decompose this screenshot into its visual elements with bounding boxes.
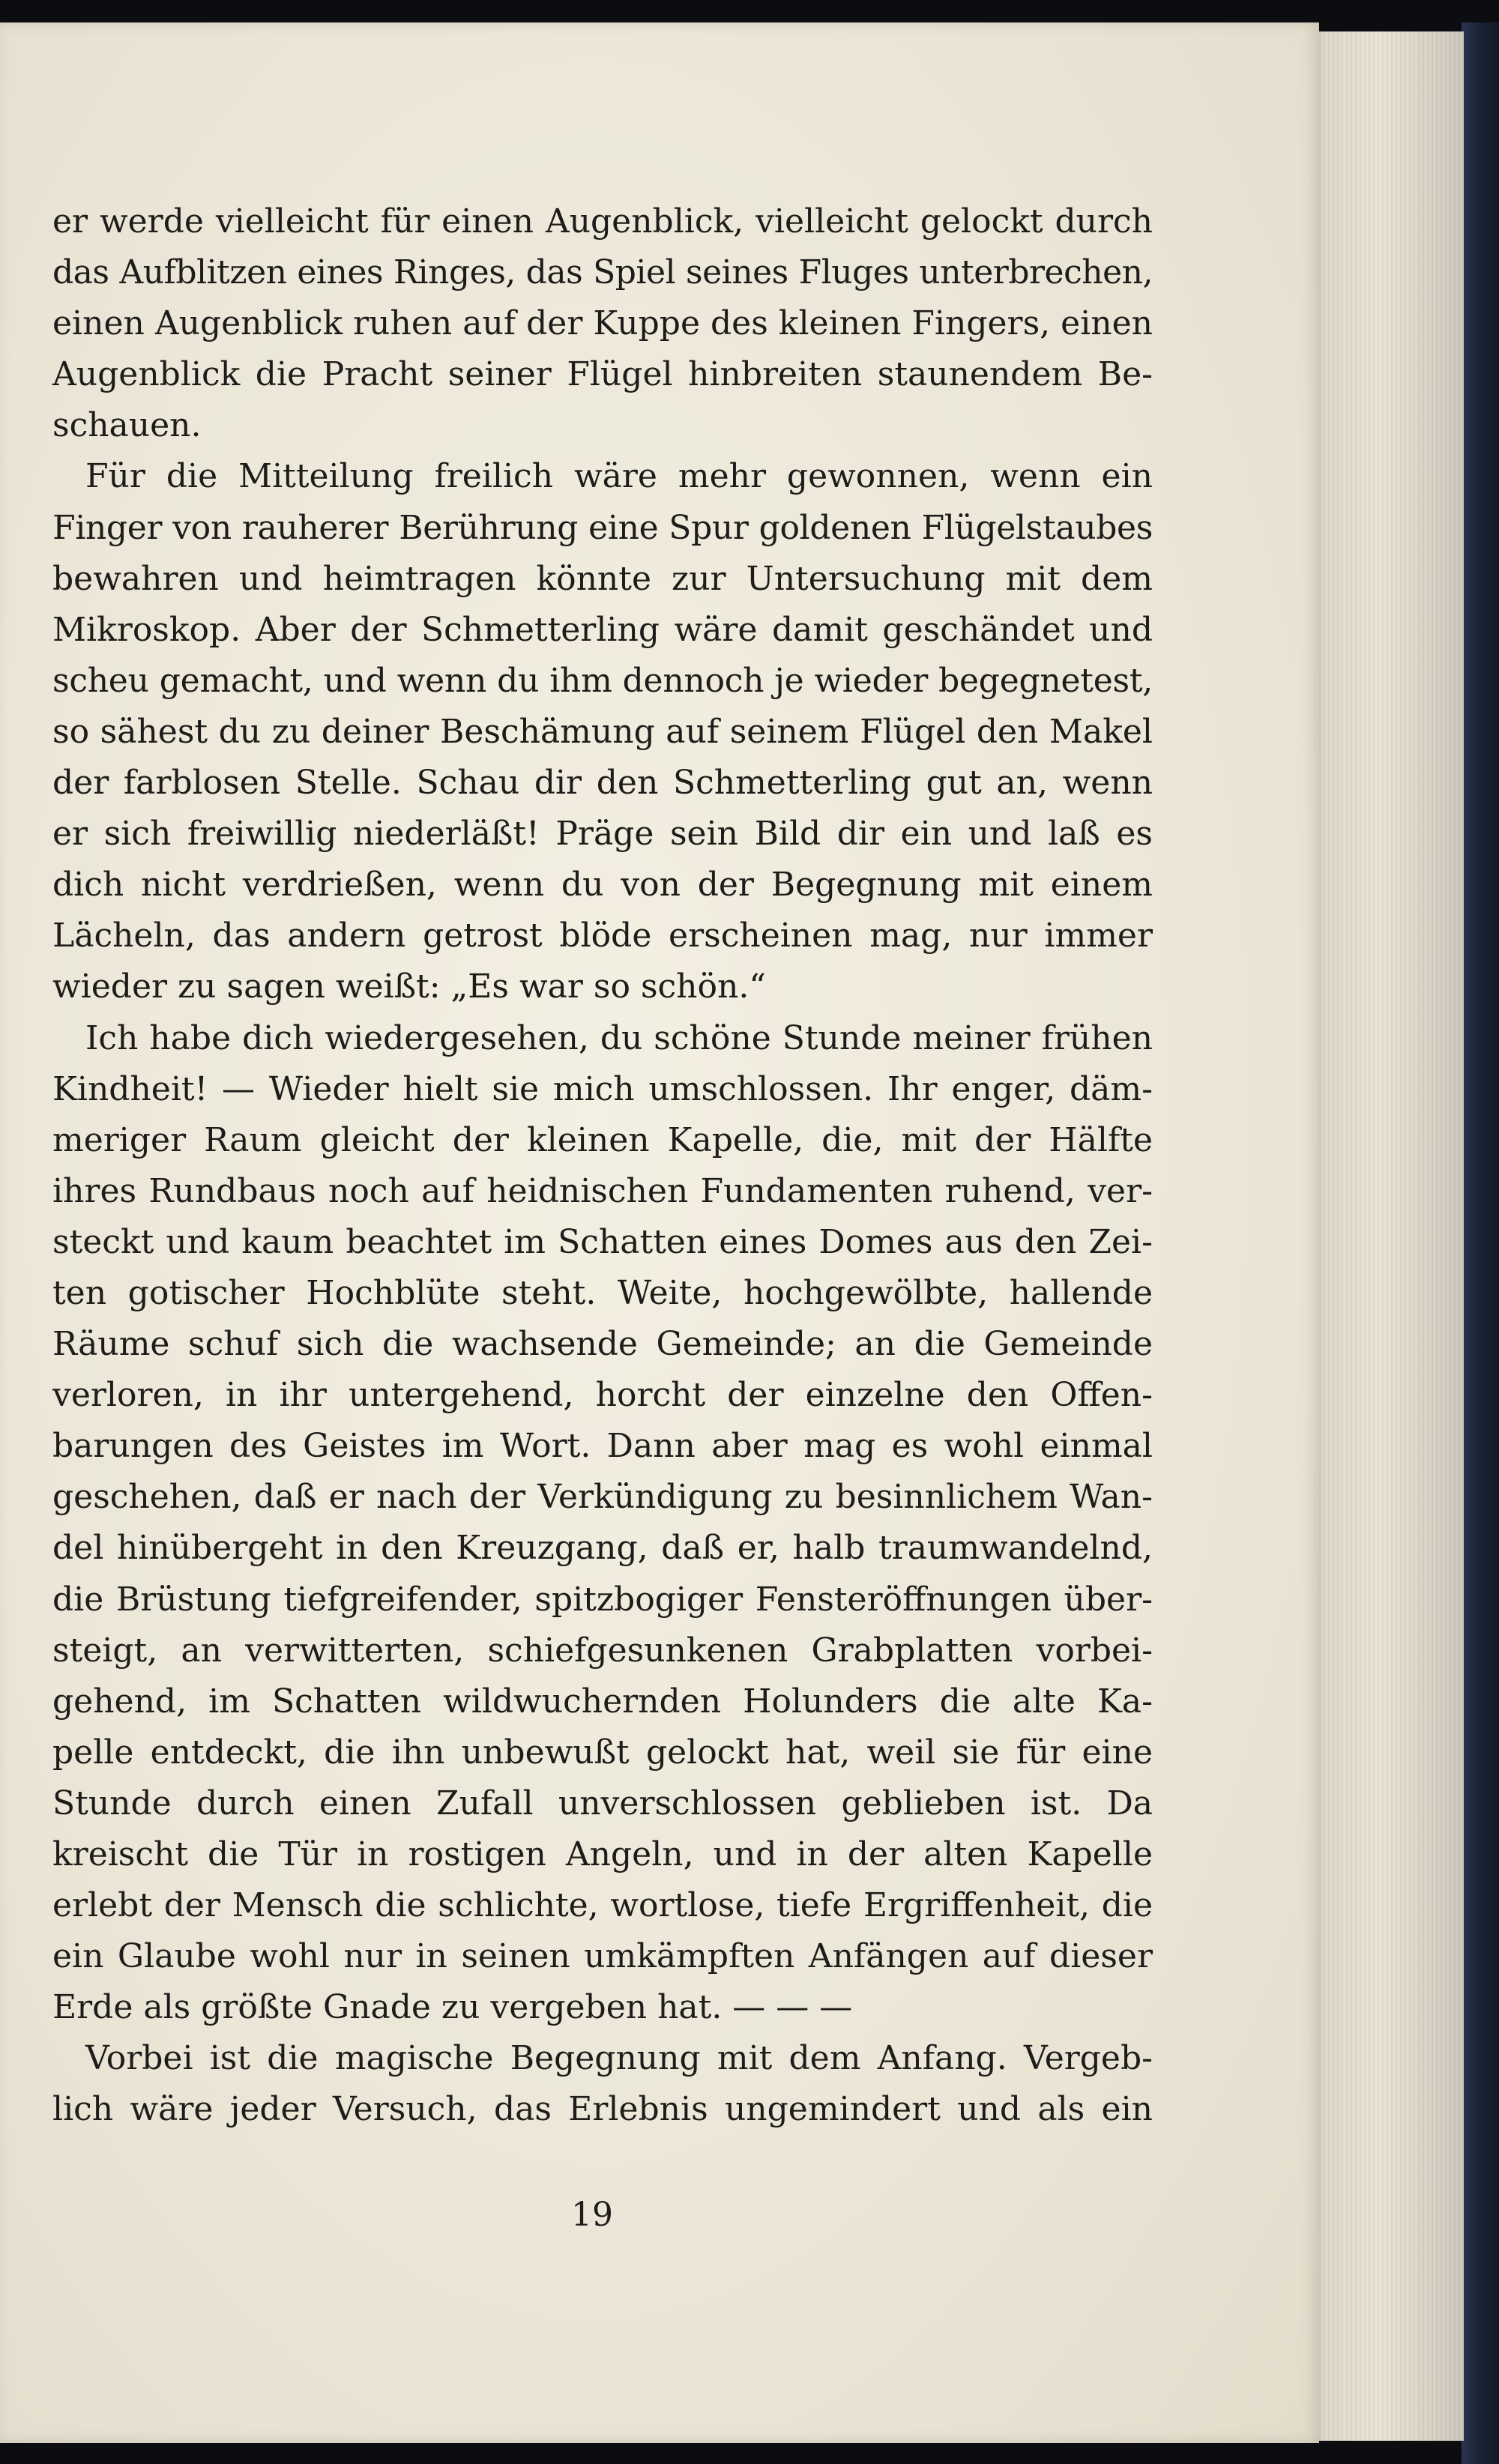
- text-line: dich nicht verdrießen, wenn du von der Begegnung mit einem: [52, 866, 1153, 905]
- text-line: verloren, in ihr untergehend, horcht der einzelne den Offen-: [52, 1376, 1153, 1415]
- text-line: das Aufblitzen eines Ringes, das Spiel seines Fluges unterbrechen,: [52, 253, 1153, 292]
- text-line: lich wäre jeder Versuch, das Erlebnis ungemindert und als ein: [52, 2090, 1153, 2129]
- text-line: er sich freiwillig niederläßt! Präge sein Bild dir ein und laß es: [52, 815, 1153, 854]
- text-line: scheu gemacht, und wenn du ihm dennoch je wieder begegnetest,: [52, 661, 1153, 700]
- text-line: ein Glaube wohl nur in seinen umkämpften Anfängen auf dieser: [52, 1937, 1153, 1976]
- text-line: meriger Raum gleicht der kleinen Kapelle, die, mit der Hälfte: [52, 1120, 1153, 1159]
- paragraph: [52, 196, 1153, 451]
- text-line: wieder zu sagen weißt: „Es war so schön.“: [52, 967, 766, 1006]
- paragraph: [52, 451, 1153, 1012]
- text-line: pelle entdeckt, die ihn unbewußt gelockt hat, weil sie für eine: [52, 1733, 1153, 1772]
- text-line: Mikroskop. Aber der Schmetterling wäre damit geschändet und: [52, 610, 1153, 649]
- text-line: Lächeln, das andern getrost blöde erscheinen mag, nur immer: [52, 917, 1153, 955]
- text-line: Vorbei ist die magische Begegnung mit dem Anfang. Vergeb-: [85, 2039, 1153, 2078]
- text-line: steckt und kaum beachtet im Schatten eines Domes aus den Zei-: [52, 1222, 1153, 1261]
- book-cover: [1462, 22, 1499, 2464]
- text-line: Für die Mitteilung freilich wäre mehr gewonnen, wenn ein: [85, 457, 1153, 496]
- text-line: die Brüstung tiefgreifender, spitzbogiger Fensteröffnungen über-: [52, 1580, 1153, 1619]
- text-line: einen Augenblick ruhen auf der Kuppe des kleinen Fingers, einen: [52, 304, 1153, 343]
- text-line: barungen des Geistes im Wort. Dann aber mag es wohl einmal: [52, 1427, 1153, 1466]
- body-text: [52, 196, 1153, 2136]
- text-line: er werde vielleicht für einen Augenblick, vielleicht gelockt durch: [52, 202, 1153, 241]
- text-line: so sähest du zu deiner Beschämung auf seinem Flügel den Makel: [52, 712, 1153, 751]
- text-line: kreischt die Tür in rostigen Angeln, und in der alten Kapelle: [52, 1835, 1153, 1873]
- page-number: 19: [571, 2196, 613, 2234]
- text-line: Augenblick die Pracht seiner Flügel hinbreiten staunendem Be-: [52, 355, 1153, 394]
- text-line: Kindheit! — Wieder hielt sie mich umschlossen. Ihr enger, däm-: [52, 1069, 1153, 1108]
- text-line: erlebt der Mensch die schlichte, wortlose, tiefe Ergriffenheit, die: [52, 1886, 1153, 1925]
- text-line: Finger von rauherer Berührung eine Spur goldenen Flügelstaubes: [52, 508, 1153, 547]
- paragraph: [52, 2033, 1153, 2135]
- text-line: gehend, im Schatten wildwuchernden Holunders die alte Ka-: [52, 1682, 1153, 1721]
- text-line: Stunde durch einen Zufall unverschlossen geblieben ist. Da: [52, 1784, 1153, 1823]
- text-line: ihres Rundbaus noch auf heidnischen Fundamenten ruhend, ver-: [52, 1171, 1153, 1210]
- text-line: del hinübergeht in den Kreuzgang, daß er, halb traumwandelnd,: [52, 1529, 1153, 1568]
- text-line: bewahren und heimtragen könnte zur Untersuchung mit dem: [52, 559, 1153, 598]
- text-line: ten gotischer Hochblüte steht. Weite, hochgewölbte, hallende: [52, 1273, 1153, 1312]
- paragraph: [52, 1013, 1153, 2034]
- text-line: steigt, an verwitterten, schiefgesunkenen Grabplatten vorbei-: [52, 1631, 1153, 1670]
- text-line: der farblosen Stelle. Schau dir den Schmetterling gut an, wenn: [52, 764, 1153, 803]
- page-edges: [1319, 31, 1464, 2441]
- text-line: Räume schuf sich die wachsende Gemeinde; an die Gemeinde: [52, 1325, 1153, 1364]
- text-line: schauen.: [52, 406, 202, 445]
- text-line: geschehen, daß er nach der Verkündigung zu besinnlichem Wan-: [52, 1478, 1153, 1517]
- text-line: Ich habe dich wiedergesehen, du schöne Stunde meiner frühen: [85, 1018, 1153, 1057]
- text-line: Erde als größte Gnade zu vergeben hat. — — —: [52, 1988, 853, 2027]
